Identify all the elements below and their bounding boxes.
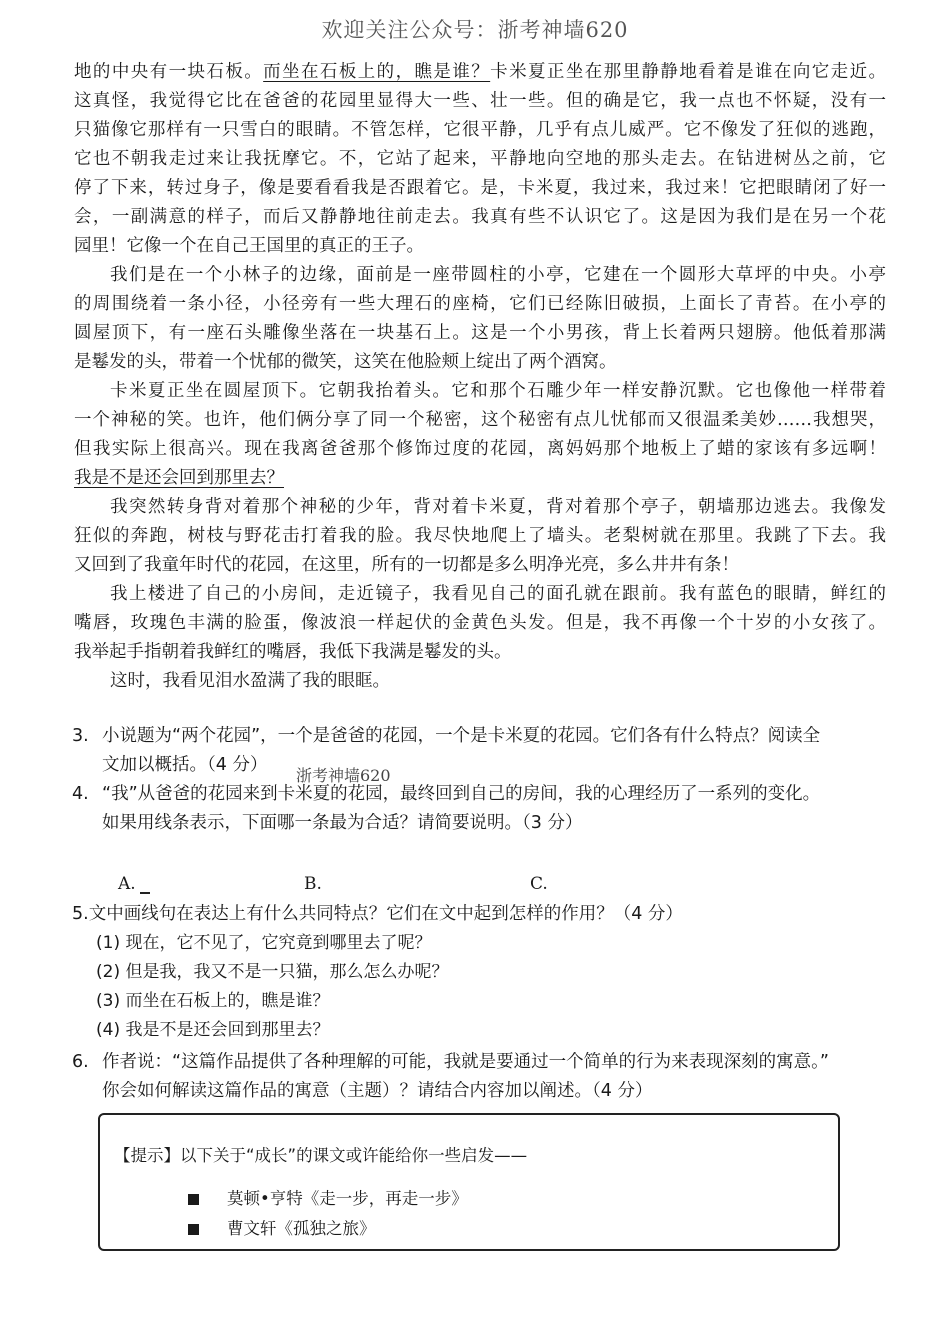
passage-line bbox=[74, 261, 886, 290]
passage-text-segment: 的周围绕着一条小径，小径旁有一些大理石的座椅，它们已经陈旧破损，上面长了青苔。在小亭的 bbox=[74, 294, 886, 314]
hint-title: 【提示】以下关于“成长”的课文或许能给你一些启发—— bbox=[114, 1146, 528, 1165]
hint-item bbox=[188, 1185, 468, 1209]
passage-line bbox=[74, 667, 886, 696]
passage-line bbox=[74, 116, 886, 145]
passage-line bbox=[74, 174, 886, 203]
question-6-line1: 作者说：“这篇作品提供了各种理解的可能，我就是要通过一个简单的行为来表现深刻的寓意。” bbox=[102, 1052, 829, 1072]
question-5-item: (1) 现在，它不见了，它究竟到哪里去了呢？ bbox=[96, 933, 432, 953]
passage-line bbox=[74, 493, 886, 522]
question-4 bbox=[72, 780, 892, 809]
passage-text-segment: 但我实际上很高兴。现在我离爸爸那个修饰过度的花园，离妈妈那个地板上了蜡的家该有多远啊！ bbox=[74, 439, 886, 459]
question-5-item: (3) 而坐在石板上的，瞧是谁？ bbox=[96, 991, 330, 1011]
passage-text-segment: 狂似的奔跑，树枝与野花击打着我的脸。我尽快地爬上了墙头。老梨树就在那里。我跳了下去。我 bbox=[74, 526, 886, 546]
passage-line bbox=[74, 638, 886, 667]
question-3 bbox=[72, 722, 892, 751]
passage-line bbox=[74, 580, 886, 609]
question-3-line1: 小说题为“两个花园”，一个是爸爸的花园，一个是卡米夏的花园。它们各有什么特点？阅读全 bbox=[102, 726, 821, 746]
option-a-line-mark bbox=[140, 892, 150, 894]
question-4-number: 4. bbox=[72, 784, 89, 804]
passage-text-segment: 我突然转身背对着那个神秘的少年，背对着卡米夏，背对着那个亭子，朝墙那边逃去。我像发 bbox=[110, 497, 886, 517]
passage-line bbox=[74, 348, 886, 377]
hint-item bbox=[188, 1215, 376, 1239]
passage-text-segment: 是鬈发的头，带着一个忧郁的微笑，这笑在他脸颊上绽出了两个酒窝。 bbox=[74, 352, 617, 372]
passage-text-segment: 嘴唇，玫瑰色丰满的脸蛋，像波浪一样起伏的金黄色头发。但是，我不再像一个十岁的小女孩了。 bbox=[74, 613, 886, 633]
passage-line bbox=[74, 319, 886, 348]
passage-text bbox=[74, 58, 886, 696]
question-4-options bbox=[118, 874, 618, 900]
question-6-line2: 你会如何解读这篇作品的寓意（主题）？请结合内容加以阐述。（4 分） bbox=[102, 1081, 653, 1101]
passage-text-segment: 它也不朝我走过来让我抚摩它。不，它站了起来，平静地向空地的那头走去。在钻进树丛之前，它 bbox=[74, 149, 886, 169]
passage-line bbox=[74, 609, 886, 638]
hint-item-text: 莫顿•亨特《走一步，再走一步》 bbox=[227, 1189, 468, 1208]
passage-text-segment: 一个神秘的笑。也许，他们俩分享了同一个秘密，这个秘密有点儿忧郁而又很温柔美妙……我想哭， bbox=[74, 410, 886, 430]
passage-line bbox=[74, 58, 886, 87]
question-5-item: (4) 我是不是还会回到那里去？ bbox=[96, 1020, 330, 1040]
passage-line bbox=[74, 522, 886, 551]
passage-line bbox=[74, 551, 886, 580]
passage-text-segment: 这时，我看见泪水盈满了我的眼眶。 bbox=[110, 671, 390, 691]
question-4-line1: “我”从爸爸的花园来到卡米夏的花园，最终回到自己的房间，我的心理经历了一系列的变化。 bbox=[102, 784, 821, 804]
passage-line bbox=[74, 87, 886, 116]
hint-box bbox=[98, 1113, 840, 1251]
question-4-line2: 如果用线条表示，下面哪一条最为合适？请简要说明。（3 分） bbox=[102, 813, 583, 833]
passage-text-segment: 圆屋顶下，有一座石头雕像坐落在一块基石上。这是一个小男孩，背上长着两只翅膀。他低着那满 bbox=[74, 323, 886, 343]
underlined-sentence: 而坐在石板上的，瞧是谁？ bbox=[263, 62, 491, 82]
question-5-number: 5. bbox=[72, 904, 89, 924]
passage-text-segment: 园里！它像一个在自己王国里的真正的王子。 bbox=[74, 236, 424, 256]
passage-line bbox=[74, 435, 886, 464]
hint-item-text: 曹文轩《孤独之旅》 bbox=[227, 1219, 376, 1238]
passage-line bbox=[74, 377, 886, 406]
question-5 bbox=[72, 900, 892, 929]
questions bbox=[72, 722, 892, 838]
option-a: A. bbox=[118, 874, 136, 894]
question-3-number: 3. bbox=[72, 726, 89, 746]
passage-text-segment: 卡米夏正坐在那里静静地看着是谁在向它走近。 bbox=[490, 62, 887, 82]
question-5-block bbox=[72, 900, 892, 1045]
passage-line bbox=[74, 145, 886, 174]
option-c: C. bbox=[530, 874, 548, 894]
page-header: 欢迎关注公众号：浙考神墙620 bbox=[321, 18, 629, 42]
passage-text-segment: 我举起手指朝着我鲜红的嘴唇，我低下我满是鬈发的头。 bbox=[74, 642, 512, 662]
passage-line bbox=[74, 406, 886, 435]
passage-text-segment: 又回到了我童年时代的花园，在这里，所有的一切都是多么明净光亮，多么井井有条！ bbox=[74, 555, 739, 575]
passage-text-segment: 会，一副满意的样子，而后又静静地往前走去。我真有些不认识它了。这是因为我们是在另一个花 bbox=[74, 207, 886, 227]
underlined-sentence: 我是不是还会回到那里去？ bbox=[74, 468, 284, 488]
passage-line bbox=[74, 232, 886, 261]
question-3-line2: 文加以概括。（4 分） bbox=[102, 755, 268, 775]
passage-text-segment: 地的中央有一块石板。 bbox=[74, 62, 264, 82]
passage-line bbox=[74, 290, 886, 319]
passage-text-segment: 这真怪，我觉得它比在爸爸的花园里显得大一些、壮一些。但的确是它，我一点也不怀疑，没有一 bbox=[74, 91, 886, 111]
passage-line bbox=[74, 203, 886, 232]
bullet-square-icon bbox=[188, 1224, 199, 1235]
question-6 bbox=[72, 1048, 902, 1077]
bullet-square-icon bbox=[188, 1194, 199, 1205]
passage-text-segment: 我们是在一个小林子的边缘，面前是一座带圆柱的小亭，它建在一个圆形大草坪的中央。小亭 bbox=[110, 265, 886, 285]
passage-text-segment: 我上楼进了自己的小房间，走近镜子，我看见自己的面孔就在跟前。我有蓝色的眼睛，鲜红的 bbox=[110, 584, 886, 604]
passage-text-segment: 只猫像它那样有一只雪白的眼睛。不管怎样，它很平静，几乎有点儿威严。它不像发了狂似的逃跑， bbox=[74, 120, 886, 140]
option-b: B. bbox=[304, 874, 322, 894]
passage-text-segment: 卡米夏正坐在圆屋顶下。它朝我抬着头。它和那个石雕少年一样安静沉默。它也像他一样带着 bbox=[110, 381, 886, 401]
question-5-line1: 文中画线句在表达上有什么共同特点？它们在文中起到怎样的作用？（4 分） bbox=[88, 904, 683, 924]
passage-text-segment: 停了下来，转过身子，像是要看看我是否跟着它。是，卡米夏，我过来，我过来！它把眼睛闭了好一 bbox=[74, 178, 886, 198]
question-5-item: (2) 但是我，我又不是一只猫，那么怎么办呢？ bbox=[96, 962, 449, 982]
passage-line bbox=[74, 464, 886, 493]
watermark-text: 浙考神墙620 bbox=[296, 766, 391, 785]
question-6-number: 6. bbox=[72, 1052, 89, 1072]
question-6-block bbox=[72, 1048, 902, 1106]
